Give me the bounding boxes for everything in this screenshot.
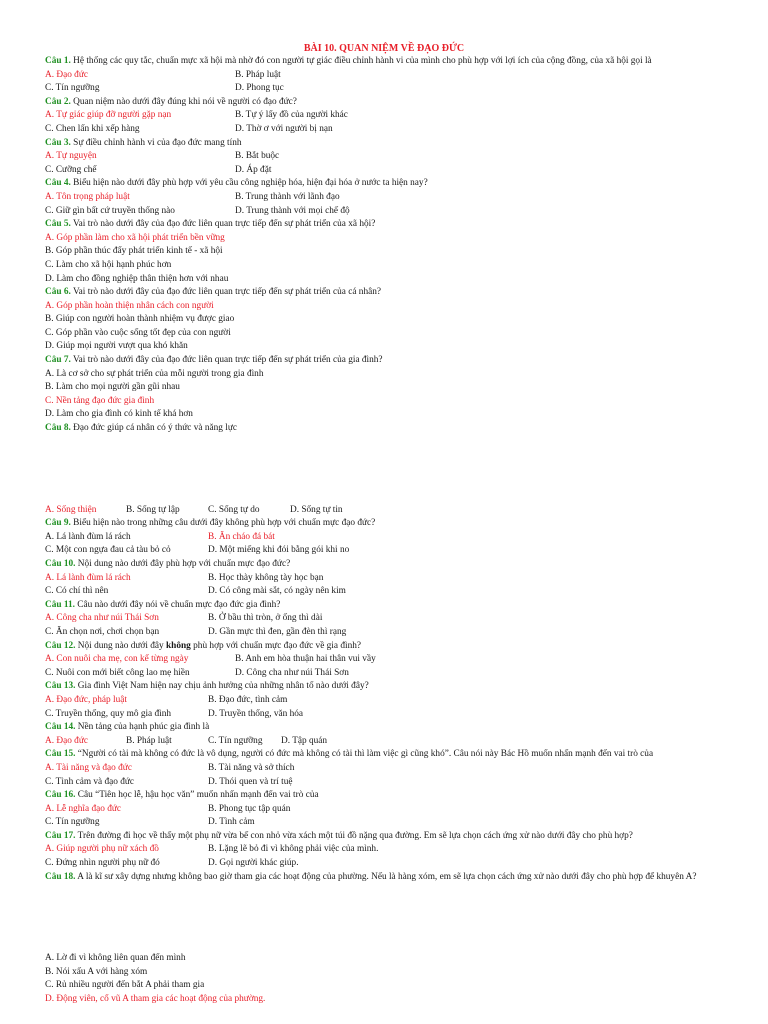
answer-option: A. Góp phần làm cho xã hội phát triển bền vững <box>45 232 225 243</box>
answer-option: D. Tình cảm <box>208 817 255 828</box>
answer-option: D. Động viên, cổ vũ A tham gia các hoạt động của phường. <box>45 994 266 1005</box>
question-3: Câu 3. Sự điều chỉnh hành vi của đạo đức mang tính <box>45 137 242 148</box>
answer-option: A. Lễ nghĩa đạo đức <box>45 803 122 814</box>
question-15: Câu 15. “Người có tài mà không có đức là vô dụng, người có đức mà không có tài thì làm việc gì cũng khó”. Câu nói này Bác Hồ muốn nhấn mạnh đến vai trò của <box>45 749 654 760</box>
question-14: Câu 14. Nền tảng của hạnh phúc gia đình là <box>45 722 210 733</box>
answer-option: D. Truyền thống, văn hóa <box>208 708 304 719</box>
question-9: Câu 9. Biểu hiện nào trong những câu dưới đây không phù hợp với chuẩn mực đạo đức? <box>45 518 376 529</box>
answer-option: A. Công cha như núi Thái Sơn <box>45 613 159 624</box>
answer-option: B. Giúp con người hoàn thành nhiệm vụ được giao <box>45 314 235 325</box>
answer-option: C. Tín ngưỡng <box>208 735 263 746</box>
question-2: Câu 2. Quan niệm nào dưới đây đúng khi nói về người có đạo đức? <box>45 96 297 107</box>
answer-option: D. Gần mực thì đen, gần đèn thì rạng <box>208 626 347 637</box>
answer-option: B. Tự ý lấy đồ của người khác <box>235 110 348 121</box>
options-row <box>45 857 723 871</box>
answer-option: A. Đạo đức <box>45 69 88 80</box>
answer-option: A. Tôn trọng pháp luật <box>45 191 130 202</box>
question-10: Câu 10. Nội dung nào dưới đây phù hợp với chuẩn mực đạo đức? <box>45 559 291 569</box>
answer-option: B. Đạo đức, tình cảm <box>208 694 288 705</box>
options-row <box>45 150 723 164</box>
options-row <box>45 82 723 96</box>
answer-option: A. Lá lành đùm lá rách <box>45 531 131 542</box>
options-row <box>45 109 723 123</box>
answer-option: D. Thờ ơ với người bị nạn <box>235 123 333 134</box>
answer-option: A. Tự giác giúp đỡ người gặp nạn <box>45 110 172 121</box>
options-row <box>45 205 723 219</box>
answer-option: D. Giúp mọi người vượt qua khó khăn <box>45 341 188 352</box>
answer-option: A. Là cơ sở cho sự phát triển của mỗi người trong gia đình <box>45 368 264 379</box>
options-row <box>45 694 723 708</box>
answer-option: C. Tình cảm và đạo đức <box>45 776 135 787</box>
question-13: Câu 13. Gia đình Việt Nam hiện nay chịu ảnh hưởng của những nhân tố nào dưới đây? <box>45 681 369 692</box>
options-row <box>45 572 723 586</box>
answer-option: D. Công cha như núi Thái Sơn <box>235 667 349 678</box>
options-row <box>45 164 723 178</box>
answer-option: C. Giữ gìn bất cứ truyền thống nào <box>45 205 175 216</box>
answer-option: C. Có chí thì nên <box>45 586 109 597</box>
answer-option: C. Rủ nhiều người đến bắt A phải tham gia <box>45 980 205 991</box>
options-row <box>45 667 723 681</box>
answer-option: C. Chen lấn khi xếp hàng <box>45 123 140 134</box>
answer-option: D. Gọi người khác giúp. <box>208 858 299 869</box>
answer-option: A. Góp phần hoàn thiện nhân cách con người <box>45 300 214 311</box>
options-row <box>45 803 723 817</box>
answer-option: A. Sống thiện <box>45 504 97 515</box>
answer-option: B. Làm cho mọi người gần gũi nhau <box>45 382 180 393</box>
answer-option: B. Góp phần thúc đẩy phát triển kinh tế - xã hội <box>45 246 223 257</box>
options-row <box>45 191 723 205</box>
options-row <box>45 843 723 857</box>
answer-option: A. Con nuôi cha mẹ, con kể từng ngày <box>45 654 189 665</box>
question-16: Câu 16. Câu “Tiên học lễ, hậu học văn” muốn nhấn mạnh đến vai trò của <box>45 790 319 801</box>
question-8: Câu 8. Đạo đức giúp cá nhân có ý thức và năng lực <box>45 423 237 434</box>
question-18: Câu 18. A là kĩ sư xây dựng nhưng không bao giờ tham gia các hoạt động của phường. Nếu là hàng xóm, em sẽ lựa chọn cách ứng xử nào dưới đây cho phù hợp để khuyên A? <box>45 871 697 882</box>
answer-option: C. Sống tự do <box>208 504 260 515</box>
answer-option: A. Tài năng và đạo đức <box>45 762 132 773</box>
answer-option: C. Một con ngựa đau cả tàu bỏ cỏ <box>45 545 171 556</box>
answer-option: C. Tín ngưỡng <box>45 817 100 828</box>
options-row <box>45 653 723 667</box>
options-row <box>45 69 723 83</box>
answer-option: B. Pháp luật <box>235 69 281 80</box>
answer-option: A. Lờ đi vì không liên quan đến mình <box>45 953 186 964</box>
question-1: Câu 1. Hệ thống các quy tắc, chuẩn mực xã hội mà nhờ đó con người tự giác điều chỉnh hành vi của mình cho phù hợp với lợi ích của cộng đồng, của xã hội gọi là <box>45 56 652 66</box>
answer-option: B. Pháp luật <box>126 735 172 746</box>
question-6: Câu 6. Vai trò nào dưới đây của đạo đức liên quan trực tiếp đến sự phát triển của cá nhân? <box>45 287 381 298</box>
answer-option: D. Trung thành với mọi chế độ <box>235 205 350 216</box>
answer-option: A. Đạo đức, pháp luật <box>45 694 127 705</box>
answer-option: C. Truyền thống, quy mô gia đình <box>45 708 172 719</box>
options-row <box>45 762 723 776</box>
answer-option: B. Học thày không tày học bạn <box>208 572 324 583</box>
answer-option: A. Tự nguyện <box>45 151 97 162</box>
answer-option: C. Góp phần vào cuộc sống tốt đẹp của con người <box>45 327 231 338</box>
options-row <box>45 123 723 137</box>
answer-option: B. Bắt buộc <box>235 151 280 162</box>
answer-option: C. Nền tảng đạo đức gia đình <box>45 395 155 406</box>
answer-option: B. Trung thành với lãnh đạo <box>235 191 340 202</box>
answer-option: D. Phong tục <box>235 83 284 94</box>
answer-option: C. Nuôi con mới biết công lao mẹ hiền <box>45 667 190 678</box>
answer-option: D. Thói quen và trí tuệ <box>208 776 293 787</box>
question-17: Câu 17. Trên đường đi học về thấy một phụ nữ vừa bế con nhỏ vừa xách một túi đồ nặng qua đường. Em sẽ lựa chọn cách ứng xử nào dưới đây cho phù hợp? <box>45 830 633 841</box>
answer-option: B. Ở bầu thì tròn, ở ống thì dài <box>208 613 323 624</box>
options-row <box>45 585 723 599</box>
answer-option: C. Làm cho xã hội hạnh phúc hơn <box>45 259 172 270</box>
answer-option: B. Anh em hòa thuận hai thân vui vầy <box>235 654 376 665</box>
options-row <box>45 626 723 640</box>
question-7: Câu 7. Vai trò nào dưới đây của đạo đức liên quan trực tiếp đến sự phát triển của gia đình? <box>45 355 383 366</box>
question-5: Câu 5. Vai trò nào dưới đây của đạo đức liên quan trực tiếp đến sự phát triển của xã hội? <box>45 219 376 230</box>
answer-option: D. Có công mài sắt, có ngày nên kim <box>208 586 346 597</box>
options-row <box>45 735 723 749</box>
answer-option: C. Cưỡng chế <box>45 164 97 175</box>
question-12: Câu 12. Nội dung nào dưới đây không phù hợp với chuẩn mực đạo đức về gia đình? <box>45 640 361 651</box>
answer-option: D. Sống tự tin <box>290 504 343 515</box>
blank-space <box>45 436 723 504</box>
answer-option: A. Lá lành đùm lá rách <box>45 572 131 583</box>
options-row <box>45 708 723 722</box>
blank-space <box>45 884 723 952</box>
answer-option: B. Nói xấu A với hàng xóm <box>45 966 148 977</box>
options-row <box>45 544 723 558</box>
answer-option: B. Lặng lẽ bỏ đi vì không phải việc của mình. <box>208 844 379 855</box>
options-row <box>45 612 723 626</box>
answer-option: B. Ăn cháo đá bát <box>208 531 275 542</box>
answer-option: B. Tài năng và sở thích <box>208 762 295 773</box>
question-list <box>45 55 723 1007</box>
answer-option: C. Ăn chọn nơi, chơi chọn bạn <box>45 626 160 637</box>
options-row <box>45 504 723 518</box>
answer-option: D. Làm cho gia đình có kinh tế khá hơn <box>45 409 193 420</box>
answer-option: B. Sống tự lập <box>126 504 180 515</box>
options-row <box>45 531 723 545</box>
answer-option: B. Phong tục tập quán <box>208 803 291 814</box>
answer-option: C. Tín ngưỡng <box>45 83 100 94</box>
answer-option: A. Đạo đức <box>45 735 88 746</box>
answer-option: C. Đứng nhìn người phụ nữ đó <box>45 858 160 869</box>
question-4: Câu 4. Biểu hiện nào dưới đây phù hợp với yêu cầu công nghiệp hóa, hiện đại hóa ở nước ta hiện nay? <box>45 178 428 189</box>
answer-option: D. Áp đặt <box>235 164 272 175</box>
answer-option: D. Tập quán <box>281 735 328 746</box>
answer-option: D. Một miếng khi đói bằng gói khi no <box>208 545 350 556</box>
question-11: Câu 11. Câu nào dưới đây nói về chuẩn mực đạo đức gia đình? <box>45 599 281 610</box>
answer-option: A. Giúp người phụ nữ xách đồ <box>45 844 159 855</box>
page-title: BÀI 10. QUAN NIỆM VỀ ĐẠO ĐỨC <box>303 43 465 54</box>
options-row <box>45 776 723 790</box>
options-row <box>45 816 723 830</box>
answer-option: D. Làm cho đồng nghiệp thân thiện hơn với nhau <box>45 273 229 284</box>
